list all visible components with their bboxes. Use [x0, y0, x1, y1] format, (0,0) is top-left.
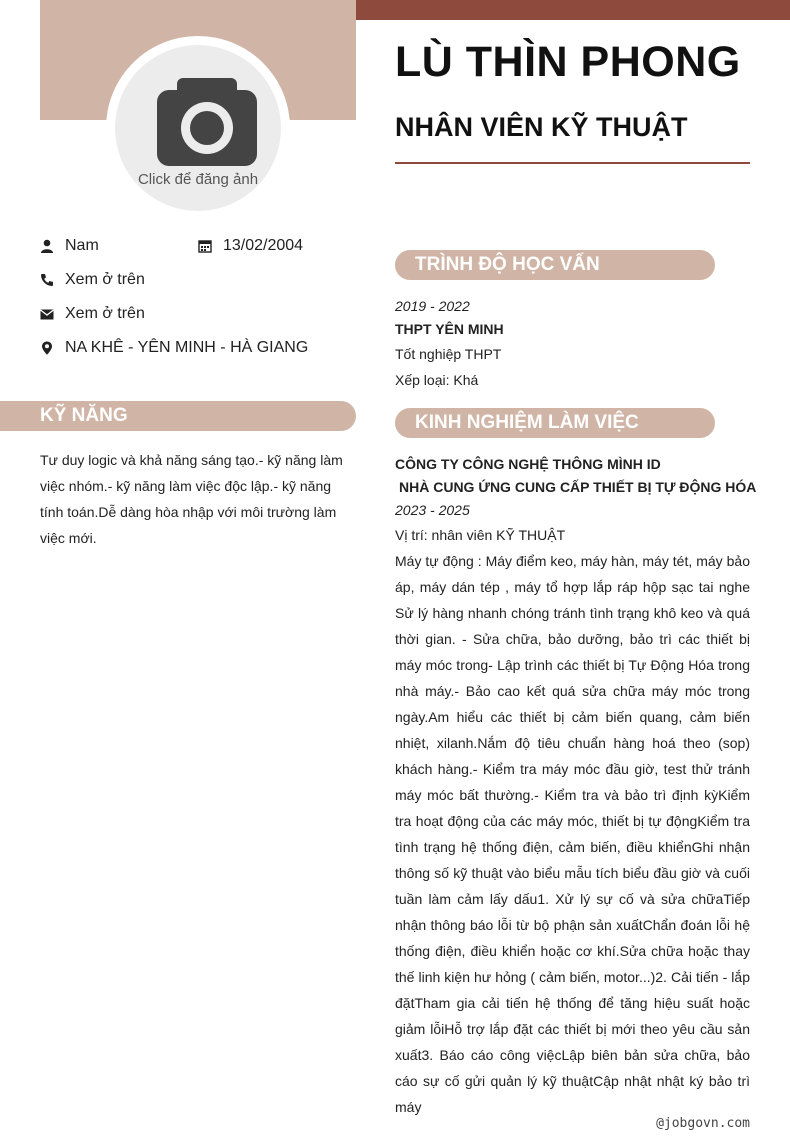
- skills-text: Tư duy logic và khả năng sáng tạo.- kỹ năng làm việc nhóm.- kỹ năng làm việc độc lập.- kỹ năng tính toán.Dễ dàng hòa nhập với môi trường làm việc mới.: [40, 452, 343, 546]
- footer-brand: @jobgovn.com: [656, 1116, 750, 1131]
- phone-row: [40, 271, 145, 289]
- experience-section-header: [395, 408, 715, 438]
- address-value: NA KHÊ - YÊN MINH - HÀ GIANG: [65, 339, 309, 356]
- gender-value: Nam: [65, 237, 99, 254]
- gender-row: [40, 237, 99, 255]
- education-section-header: [395, 250, 715, 280]
- address-row: [40, 339, 308, 357]
- skills-heading: KỸ NĂNG: [40, 405, 128, 426]
- experience-position: Vị trí: nhân viên KỸ THUẬT: [395, 527, 566, 543]
- camera-icon: [157, 78, 257, 166]
- title-divider: [395, 162, 750, 164]
- experience-company: CÔNG TY CÔNG NGHỆ THÔNG MÌNH ID: [395, 456, 661, 472]
- education-degree: Tốt nghiệp THPT: [395, 346, 502, 362]
- envelope-icon: [40, 307, 54, 321]
- experience-company-sub: NHÀ CUNG ỨNG CUNG CẤP THIẾT BỊ TỰ ĐỘNG HÓA: [399, 479, 757, 495]
- phone-value: Xem ở trên: [65, 271, 145, 288]
- birthdate-value: 13/02/2004: [223, 237, 304, 254]
- education-heading: TRÌNH ĐỘ HỌC VẤN: [415, 254, 600, 275]
- calendar-icon: [198, 239, 212, 253]
- email-row: [40, 305, 145, 323]
- phone-icon: [40, 273, 54, 287]
- person-icon: [40, 239, 54, 253]
- education-school: THPT YÊN MINH: [395, 321, 504, 337]
- email-value: Xem ở trên: [65, 305, 145, 322]
- top-accent-bar: [356, 0, 790, 20]
- full-name: LÙ THÌN PHONG: [395, 38, 741, 86]
- experience-period: 2023 - 2025: [395, 502, 470, 518]
- birthdate-row: [198, 237, 303, 255]
- skills-section-header: [0, 401, 356, 431]
- avatar: [106, 36, 290, 220]
- education-grade: Xếp loại: Khá: [395, 372, 479, 388]
- experience-description: Máy tự động : Máy điểm keo, máy hàn, máy tét, máy bảo áp, máy dán tép , máy tổ hợp lắp ráp hộp sạc tai nghe Sử lý hàng nhanh chóng tránh tình trạng khô keo và quá thời gian. - Sửa chữa, bảo dưỡng, bảo trì các thiết bị máy móc trong- Lập trình các thiết bị Tự Động Hóa trong nhà máy.- Bảo cao kết quá sửa chữa máy móc trong ngày.Am hiểu các thiết bị cảm biến quang, cảm biến nhiệt, xilanh.Nắm độ tiêu chuẩn hàng hoá theo (sop) khách hàng.- Kiểm tra máy móc đầu giờ, test thử tránh máy móc bất thường.- Kiểm tra và bảo trì định kỳKiểm tra hoạt động của các máy móc, thiết bị tự độngKiểm tra tình trạng hệ thống điện, cảm biến, điều khiểnGhi nhận thông số kỹ thuật vào biểu mẫu tích biểu đầu giờ và cuối tuần làm cảm lấy dấu1. Xử lý sự cố và sửa chữaTiếp nhận thông báo lỗi từ bộ phận sản xuấtChẩn đoán lỗi hệ thống điện, điều khiển hoặc cơ khí.Sửa chữa hoặc thay thế linh kiện hư hỏng ( cảm biến, motor...)2. Cải tiến - lắp đặtTham gia cải tiến hệ thống để tăng hiệu suất hoặc giảm lỗiHỗ trợ lắp đặt các thiết bị mới theo yêu cầu sản xuất3. Báo cáo công việcLập biên bản sửa chữa, bảo cáo sự cố gửi quản lý kỹ thuậtCập nhật nhật ký bảo trì máy: [395, 553, 750, 1115]
- education-period: 2019 - 2022: [395, 298, 470, 314]
- experience-heading: KINH NGHIỆM LÀM VIỆC: [415, 412, 639, 433]
- upload-photo-button[interactable]: [115, 45, 281, 211]
- photo-caption: Click để đăng ảnh: [137, 171, 259, 188]
- job-title: NHÂN VIÊN KỸ THUẬT: [395, 112, 688, 142]
- map-pin-icon: [40, 341, 54, 355]
